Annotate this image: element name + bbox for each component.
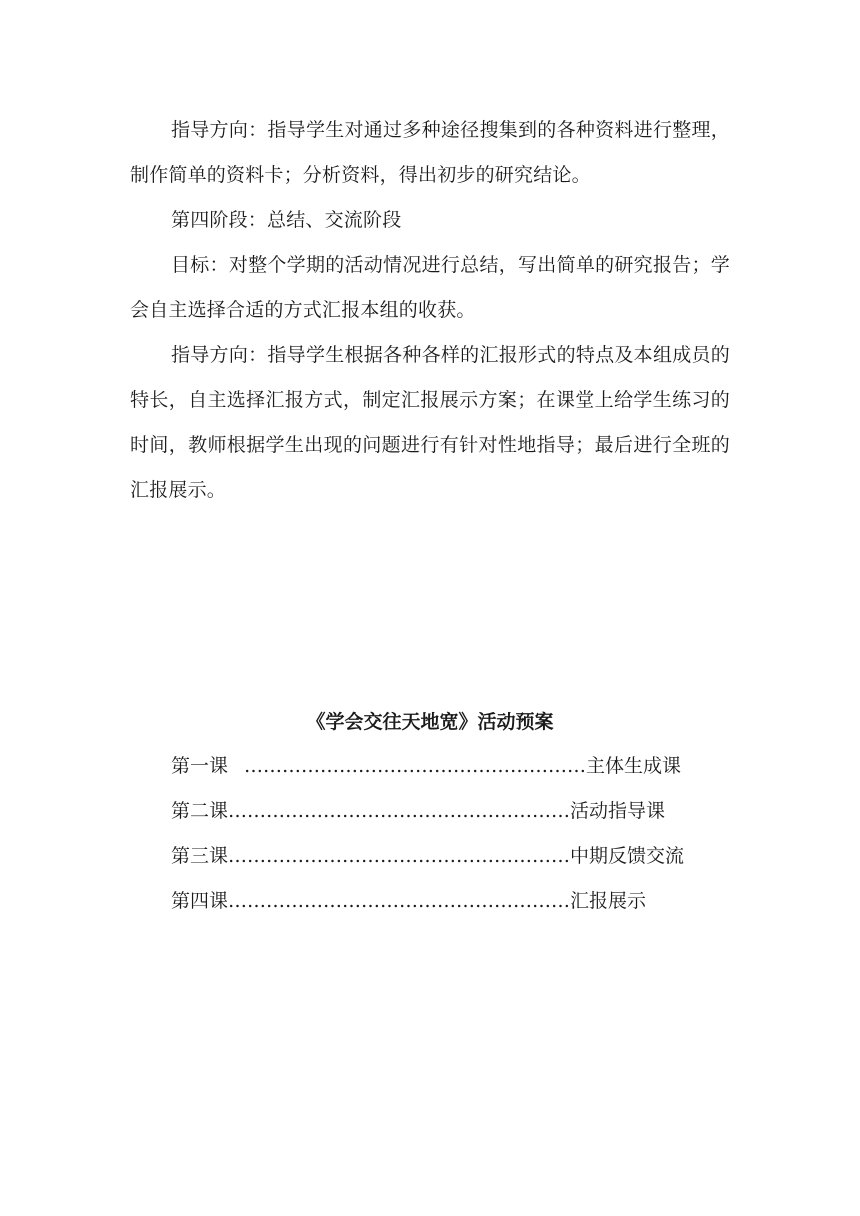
lesson-row-2 [171,789,731,834]
lesson-topic: 主体生成课 [586,755,682,777]
lesson-label: 第一课 [171,755,235,777]
paragraph-stage-four-heading: 第四阶段：总结、交流阶段 [171,209,402,231]
lesson-label: 第三课 [171,845,229,867]
plan-title: 《学会交往天地宽》活动预案 [306,711,554,733]
paragraph-guidance-1: 指导方向：指导学生对通过多种途径搜集到的各种资料进行整理，制作简单的资料卡；分析资料，得出初步的研究结论。 [130,119,730,186]
lesson-row-4 [171,879,731,924]
lesson-label: 第二课 [171,800,229,822]
lesson-topic: 活动指导课 [570,800,666,822]
paragraph-goal: 目标：对整个学期的活动情况进行总结，写出简单的研究报告；学会自主选择合适的方式汇报本组的收获。 [130,254,730,321]
lesson-list [171,744,731,924]
leader-dots: ……………………………………………… [228,800,571,822]
lesson-topic: 中期反馈交流 [570,845,685,867]
leader-dots: ……………………………………………… [228,845,571,867]
leader-dots: ……………………………………………… [244,755,587,777]
leader-dots: ……………………………………………… [228,890,571,912]
lesson-row-1 [171,744,731,789]
lesson-row-3 [171,834,731,879]
paragraph-guidance-2: 指导方向：指导学生根据各种各样的汇报形式的特点及本组成员的特长，自主选择汇报方式，制定汇报展示方案；在课堂上给学生练习的时间，教师根据学生出现的问题进行有针对性地指导；最后进行全班的汇报展示。 [130,344,730,501]
body-text [130,108,730,513]
lesson-label: 第四课 [171,890,229,912]
lesson-topic: 汇报展示 [570,890,647,912]
